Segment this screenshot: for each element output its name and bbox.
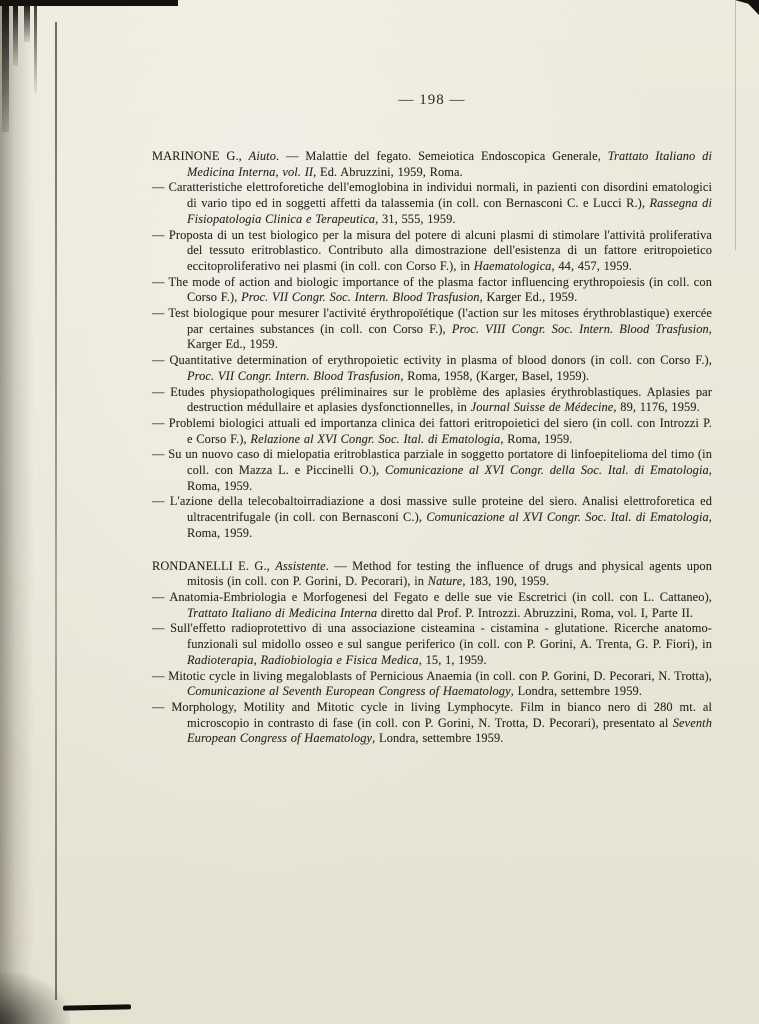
- entry-text: , Roma, 1958, (Karger, Basel, 1959).: [400, 368, 590, 383]
- entry-text: , Roma, 1959.: [500, 431, 573, 446]
- bibliography-entry: [152, 559, 712, 590]
- entry-text: — Test biologique pour mesurer l'activité érythropoïétique (l'action sur les mitoses érythroblastique) exercée par certaines substances (in coll. con Corso F.),: [152, 306, 712, 336]
- entry-title-italic: Radioterapia, Radiobiologia e Fisica Medica: [187, 652, 419, 667]
- scan-top-right-mark: [735, 0, 759, 15]
- entry-text: — Mitotic cycle in living megaloblasts of Pernicious Anaemia (in coll. con P. Gorini, D. Pecorari, N. Trotta),: [152, 668, 712, 683]
- entry-text: — Quantitative determination of erythropoietic ectivity in plasma of blood donors (in coll. con Corso F.),: [152, 353, 712, 368]
- entry-text: , Karger Ed., 1959.: [187, 321, 712, 352]
- scan-streak: [24, 4, 30, 42]
- entry-title-italic: Relazione al XVI Congr. Soc. Ital. di Ematologia: [250, 431, 501, 446]
- entry-title-italic: Proc. VII Congr. Intern. Blood Trasfusion: [187, 368, 401, 383]
- entry-title-italic: Trattato Italiano di Medicina Interna, vol. II: [187, 149, 712, 179]
- scan-streak: [13, 4, 18, 66]
- entry-title-italic: Trattato Italiano di Medicina Interna: [187, 605, 378, 620]
- bibliography-entry: [152, 700, 712, 747]
- entry-text: — Sull'effetto radioprotettivo di una associazione cisteamina - cistamina - glutatione. Ricerche anatomo-funzionali sul midollo osseo e sul sangue periferico (in coll. con P. Gorini, A. Trenta, G. P. Fiori), in: [152, 621, 712, 652]
- bibliography-entry: [152, 447, 712, 494]
- scan-streak: [34, 4, 37, 94]
- bibliography-entry: [152, 416, 712, 447]
- bibliography-block: [152, 559, 712, 747]
- entry-title-italic: Proc. VIII Congr. Soc. Intern. Blood Trasfusion: [451, 321, 709, 336]
- bibliography-block: [152, 149, 712, 542]
- entry-text: , Karger Ed., 1959.: [479, 290, 578, 305]
- entry-title-italic: Nature: [427, 574, 463, 589]
- bibliography-entry: [152, 228, 712, 275]
- entry-text: — The mode of action and biologic importance of the plasma factor influencing erythropoiesis (in coll. con Corso F.),: [152, 274, 712, 305]
- entry-text: MARINONE G.,: [152, 149, 249, 163]
- entry-title-italic: Rassegna di Fisiopatologia Clinica e Terapeutica: [187, 196, 712, 226]
- entry-text: — Anatomia-Embriologia e Morfogenesi del Fegato e delle sue vie Escretrici (in coll. con L. Cattaneo),: [152, 589, 712, 604]
- entry-text: — Etudes physiopathologiques préliminaires sur le problème des aplasies érythroblastiques. Aplasies par destruction médullaire et aplasies dysfonctionnelles, in: [152, 384, 712, 415]
- entry-text: , Londra, settembre 1959.: [510, 684, 643, 699]
- entry-text: . — Malattie del fegato. Semeiotica Endoscopica Generale,: [276, 149, 608, 163]
- entry-text: , 89, 1176, 1959.: [613, 400, 700, 415]
- scan-bottom-mark: [63, 1004, 131, 1010]
- entry-title-italic: Proc. VII Congr. Soc. Intern. Blood Trasfusion: [241, 290, 480, 305]
- entry-text: — Morphology, Motility and Mitotic cycle in living Lymphocyte. Film in bianco nero di 280 mt. al microscopio in contrasto di fase (in coll. con P. Gorini, N. Trotta, D. Pecorari), presentato al: [152, 699, 712, 730]
- bibliography-entry: [152, 275, 712, 306]
- entry-text: RONDANELLI E. G.,: [152, 558, 276, 573]
- entry-title-italic: Seventh European Congress of Haematology: [187, 715, 712, 746]
- entry-title-italic: Comunicazione al XVI Congr. della Soc. Ital. di Ematologia: [384, 463, 709, 478]
- entry-text: , Ed. Abruzzini, 1959, Roma.: [313, 164, 463, 179]
- scan-right-crease: [735, 0, 736, 250]
- page-content: [152, 92, 712, 747]
- bibliography-entry: [152, 180, 712, 227]
- entry-text: . — Method for testing the influence of drugs and physical agents upon mitosis (in coll. con P. Gorini, D. Pecorari), in: [187, 558, 712, 589]
- entry-text: — Problemi biologici attuali ed importanza clinica dei fattori eritropoietici del siero (in coll. con Introzzi P. e Corso F.),: [152, 415, 712, 446]
- bibliography-entry: [152, 353, 712, 384]
- entry-text: , 183, 190, 1959.: [462, 574, 550, 589]
- scan-streak: [2, 4, 9, 132]
- page-number: — 198 —: [398, 92, 466, 108]
- scan-left-edge-shadow: [0, 0, 34, 1024]
- bibliography-entry: [152, 385, 712, 416]
- bibliography-entry: [152, 621, 712, 668]
- entry-title-italic: Comunicazione al Seventh European Congress of Haematology: [187, 684, 511, 699]
- entry-title-italic: Journal Suisse de Médecine: [470, 400, 614, 415]
- bibliography-entry: [152, 494, 712, 541]
- bibliography-entry: [152, 306, 712, 353]
- entry-text: , Roma, 1959.: [187, 510, 712, 540]
- entry-text: — Su un nuovo caso di mielopatia eritroblastica parziale in soggetto portatore di linfoepitelioma del timo (in coll. con Mazza L. e Piccinelli O.),: [152, 447, 712, 478]
- scan-bottom-left-smudge: [0, 972, 70, 1024]
- entry-text: , Roma, 1959.: [187, 463, 712, 493]
- scan-binding-line: [55, 22, 57, 1000]
- bibliography-entry: [152, 669, 712, 700]
- entry-title-italic: Haematologica: [473, 258, 552, 273]
- entry-title-italic: Aiuto: [248, 149, 277, 163]
- entry-text: , Londra, settembre 1959.: [372, 731, 504, 746]
- entry-text: — Caratteristiche elettroforetiche dell'emoglobina in individui normali, in pazienti con disordini ematologici di vario tipo ed in soggetti affetti da talassemia (in coll. con Bernasconi C. e Lucci R.),: [152, 180, 712, 211]
- entry-text: — Proposta di un test biologico per la misura del potere di alcuni plasmi di stimolare l'attività proliferativa del tessuto eritroblastico. Contributo alla dimostrazione dell'esistenza di un fattore eritropoietico eccitoproliferativo nei plasmi (in coll. con Corso F.), in: [152, 227, 712, 273]
- entry-text: , 44, 457, 1959.: [551, 258, 633, 273]
- bibliography-entry: [152, 590, 712, 621]
- entry-text: diretto dal Prof. P. Introzzi. Abruzzini, Roma, vol. I, Parte II.: [377, 605, 694, 620]
- entry-title-italic: Comunicazione al XVI Congr. Soc. Ital. di Ematologia: [426, 510, 709, 525]
- entry-text: — L'azione della telecobaltoirradiazione a dosi massive sulle proteine del siero. Analisi elettroforetica ed ultracentrifugale (in coll. con Bernasconi C.),: [152, 494, 712, 525]
- entry-title-italic: Assistente: [275, 558, 326, 573]
- entry-text: , 31, 555, 1959.: [375, 211, 456, 226]
- bibliography-entry: [152, 149, 712, 180]
- entry-text: , 15, 1, 1959.: [418, 652, 487, 667]
- bibliography: [152, 149, 712, 747]
